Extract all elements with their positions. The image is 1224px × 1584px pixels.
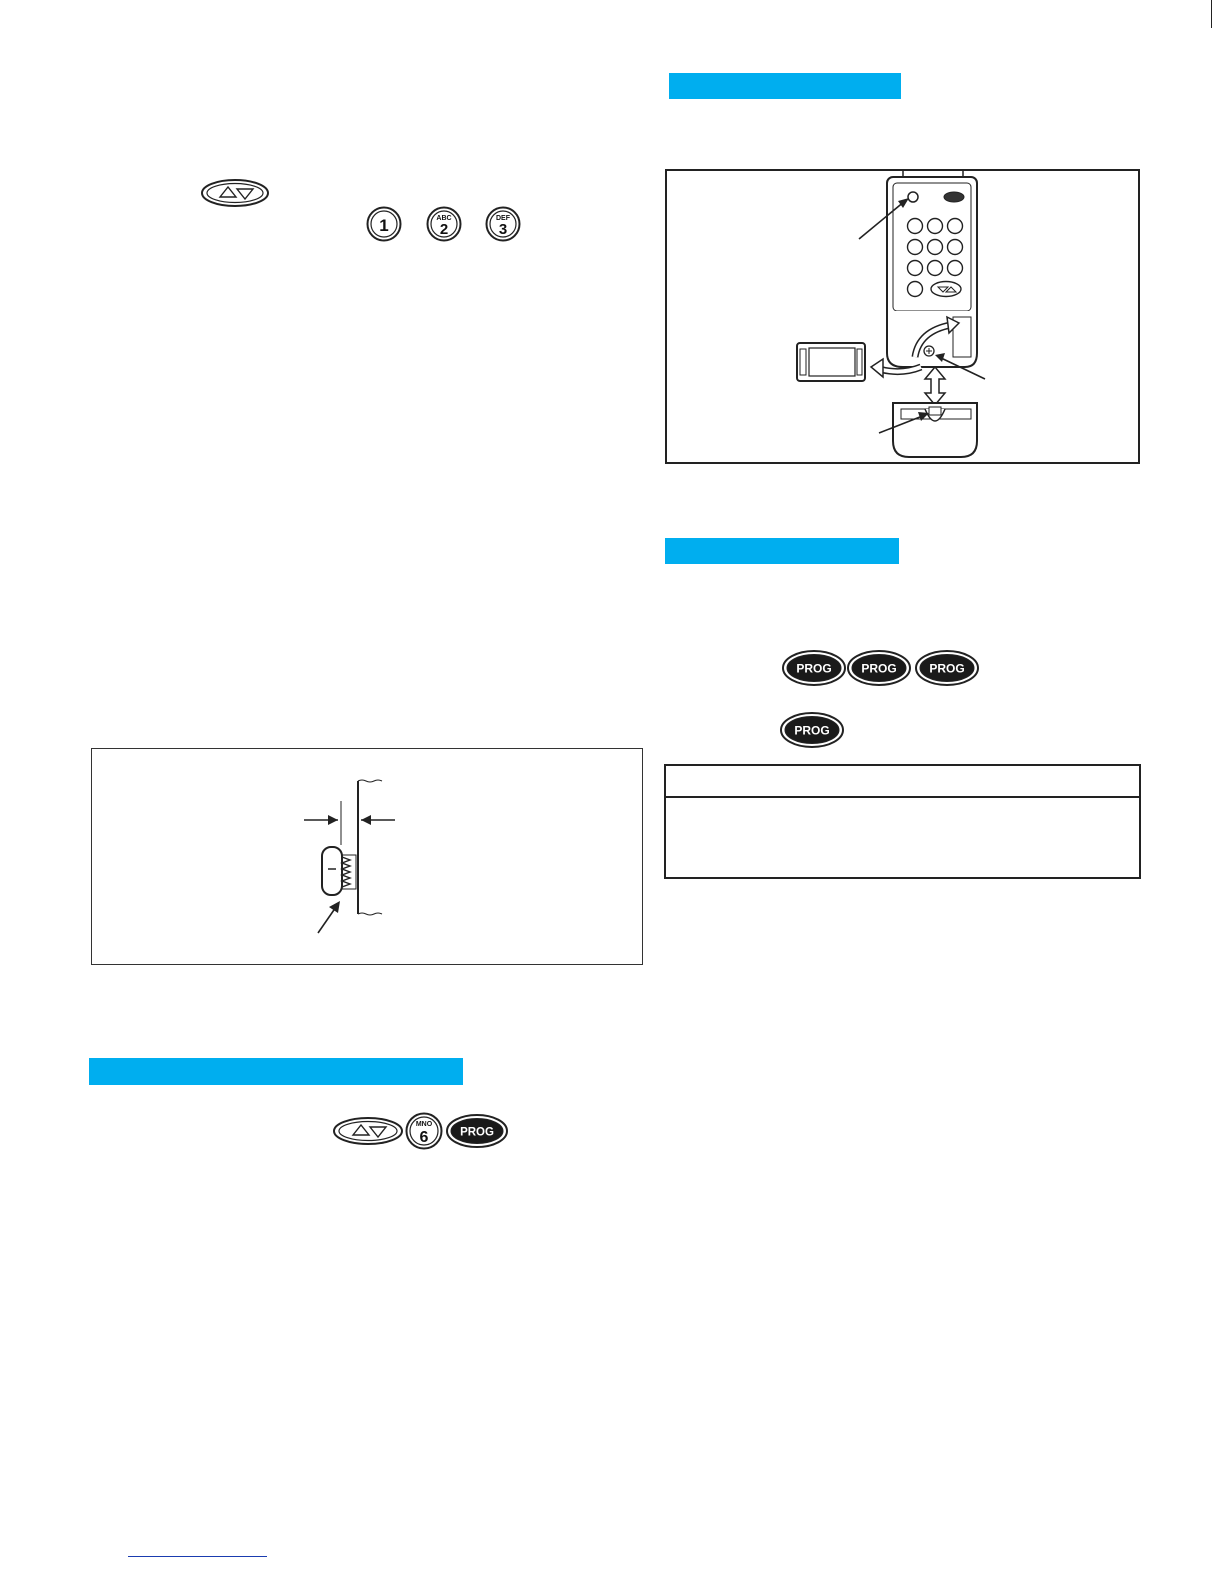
key-3-letters: DEF bbox=[496, 215, 510, 222]
top-right-rule bbox=[1211, 0, 1212, 28]
prog-label: PROG bbox=[861, 661, 897, 676]
key-3-icon bbox=[485, 206, 521, 247]
notice-box-divider bbox=[666, 796, 1139, 798]
prog-button-icon bbox=[446, 1114, 508, 1153]
up-down-button-icon bbox=[200, 178, 270, 208]
key-2-icon bbox=[426, 206, 462, 247]
key-2-letters: ABC bbox=[436, 215, 452, 222]
key-1-icon bbox=[366, 206, 402, 247]
keypad-battery-illustration bbox=[667, 171, 1138, 462]
section-header-bar bbox=[89, 1058, 463, 1085]
key-1-digit: 1 bbox=[379, 216, 389, 235]
prog-label: PROG bbox=[929, 661, 965, 676]
key-6-digit: 6 bbox=[419, 1129, 429, 1146]
footer-link-underline bbox=[128, 1556, 267, 1557]
key-6-letters: MNO bbox=[415, 1121, 433, 1128]
prog-button-icon bbox=[915, 650, 979, 691]
prog-button-icon bbox=[780, 712, 844, 753]
prog-label: PROG bbox=[796, 661, 832, 676]
prog-button-icon bbox=[782, 650, 846, 691]
notice-box bbox=[664, 764, 1141, 879]
prog-button-icon bbox=[847, 650, 911, 691]
key-6-icon bbox=[405, 1112, 443, 1155]
screen-gap-figure bbox=[91, 748, 643, 965]
section-header-bar bbox=[669, 73, 901, 99]
battery-figure bbox=[665, 169, 1140, 464]
prog-label: PROG bbox=[794, 723, 830, 738]
up-down-button-icon bbox=[332, 1116, 404, 1146]
prog-label: PROG bbox=[460, 1126, 494, 1139]
screw-gap-illustration bbox=[92, 749, 642, 964]
key-3-digit: 3 bbox=[498, 221, 508, 238]
key-2-digit: 2 bbox=[439, 221, 449, 238]
section-header-bar bbox=[665, 538, 899, 564]
